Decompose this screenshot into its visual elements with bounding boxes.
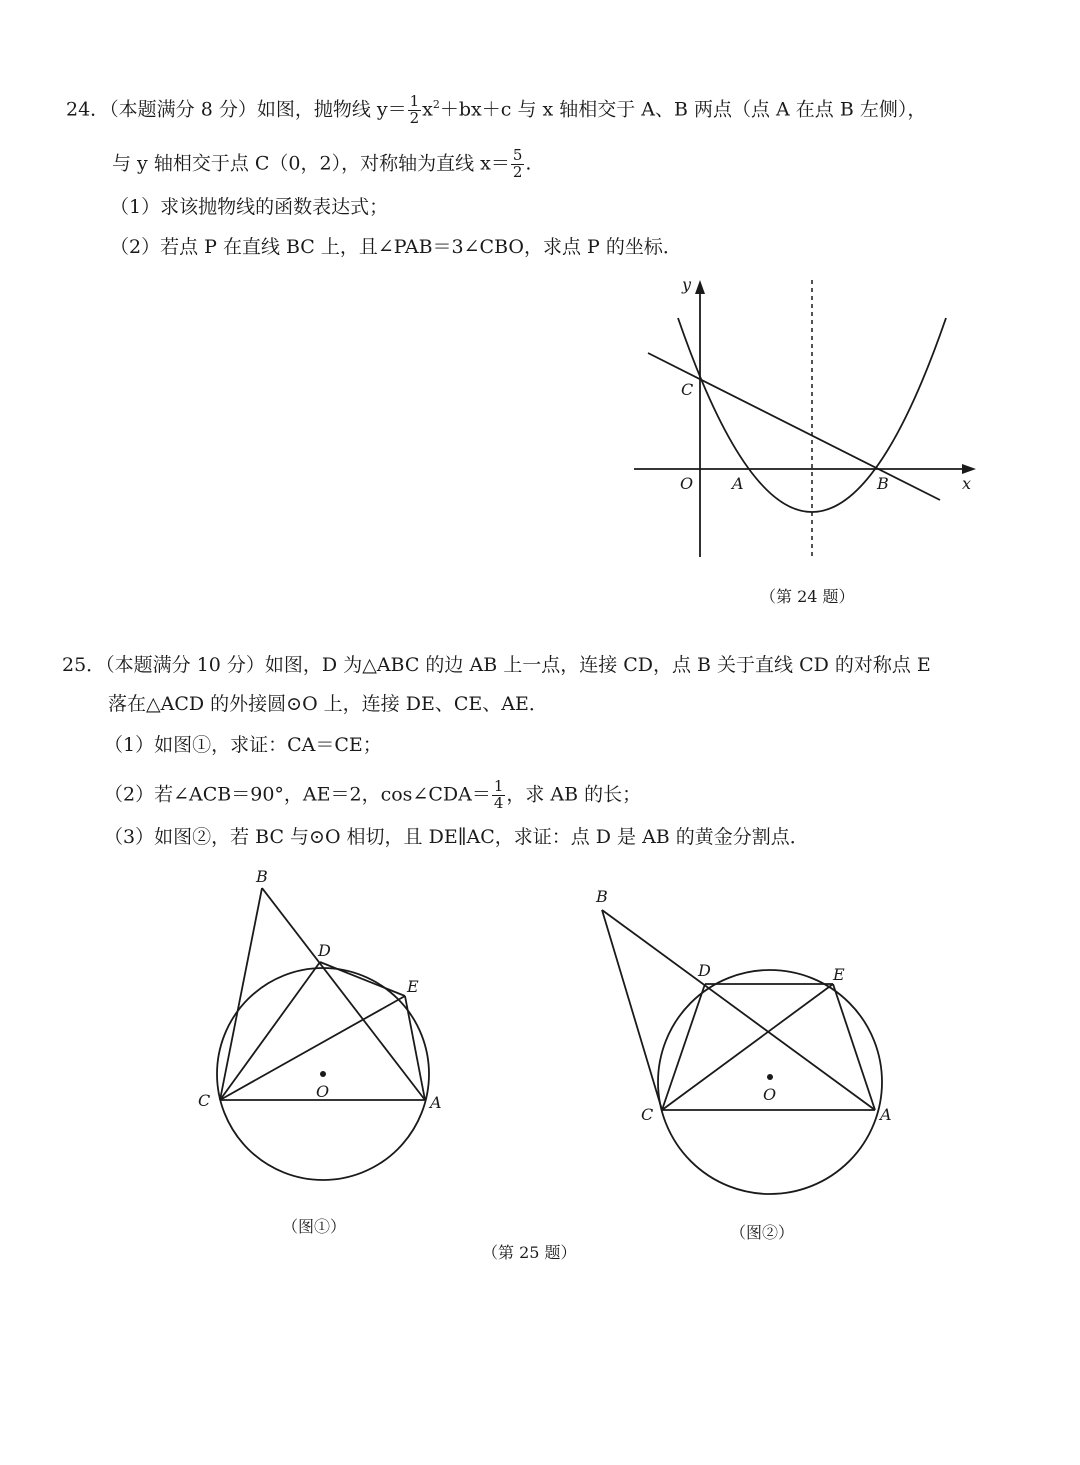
q24-label-a: A <box>732 474 744 493</box>
q25-line1: 25．（本题满分 10 分）如图，D 为△ABC 的边 AB 上一点，连接 CD，点 B 关于直线 CD 的对称点 E <box>62 654 931 676</box>
q25-frac-den: 4 <box>493 793 504 812</box>
q24-line1-sup: 2 <box>432 97 440 111</box>
q25-caption: （第 25 题） <box>482 1243 577 1262</box>
fig2-segment-ba <box>602 910 875 1110</box>
q24-frac2-num: 5 <box>512 146 523 164</box>
q24-caption: （第 24 题） <box>760 587 855 606</box>
q24-label-o: O <box>680 474 694 493</box>
fig2-label-d: D <box>698 961 711 980</box>
q24-line1-text-b: x <box>422 98 433 121</box>
fig2-segment-cd <box>662 984 705 1110</box>
q24-line1-text-a: 24．（本题满分 8 分）如图，抛物线 y＝ <box>66 98 407 121</box>
q25-part3: （3）如图②，若 BC 与⊙O 相切，且 DE∥AC，求证：点 D 是 AB 的黄金分割点． <box>104 826 809 848</box>
fig2-circle-o <box>658 970 882 1194</box>
q24-line1-text-c: ＋bx＋c 与 x 轴相交于 A、B 两点（点 A 在点 B 左侧）， <box>439 98 927 121</box>
fig1-label-d: D <box>318 941 331 960</box>
q24-frac1-num: 1 <box>409 92 420 110</box>
fig2-segment-cb <box>602 910 662 1110</box>
q24-label-b: B <box>877 474 889 493</box>
fig1-label-a: A <box>430 1093 442 1112</box>
fig1-label-o: O <box>316 1082 330 1101</box>
fig2-segment-ea <box>833 984 875 1110</box>
fig2-center-dot <box>767 1074 773 1080</box>
q25-part1: （1）如图①，求证：CA＝CE； <box>104 734 382 756</box>
fig2-label-e: E <box>833 965 845 984</box>
q24-line2-text-b: . <box>525 152 532 175</box>
q24-frac2-den: 2 <box>512 162 523 181</box>
q25-fig2-caption: （图②） <box>730 1223 795 1242</box>
q24-label-x: x <box>962 474 972 493</box>
fig2-label-c: C <box>641 1105 654 1124</box>
fig2-label-o: O <box>763 1085 777 1104</box>
q25-frac-num: 1 <box>493 777 504 795</box>
fig2-label-b: B <box>596 887 608 906</box>
fig2-label-a: A <box>880 1105 892 1124</box>
q24-part2: （2）若点 P 在直线 BC 上，且∠PAB＝3∠CBO，求点 P 的坐标． <box>110 236 682 258</box>
fig2-segment-ce <box>662 984 833 1110</box>
q24-label-c: C <box>681 380 694 399</box>
q24-frac1-den: 2 <box>409 108 420 127</box>
q24-label-y: y <box>682 275 692 294</box>
q25-fig1-caption: （图①） <box>282 1217 347 1236</box>
fig1-label-c: C <box>198 1091 211 1110</box>
q24-line2-text-a: 与 y 轴相交于点 C（0，2），对称轴为直线 x＝ <box>112 152 510 175</box>
q25-part2-text-b: ，求 AB 的长； <box>506 783 642 806</box>
q25-line2: 落在△ACD 的外接圆⊙O 上，连接 DE、CE、AE． <box>108 693 548 715</box>
fig1-label-e: E <box>407 977 419 996</box>
q25-part2-text-a: （2）若∠ACB＝90°，AE＝2，cos∠CDA＝ <box>104 783 491 806</box>
q24-part1: （1）求该抛物线的函数表达式； <box>110 196 389 218</box>
fig1-label-b: B <box>256 867 268 886</box>
